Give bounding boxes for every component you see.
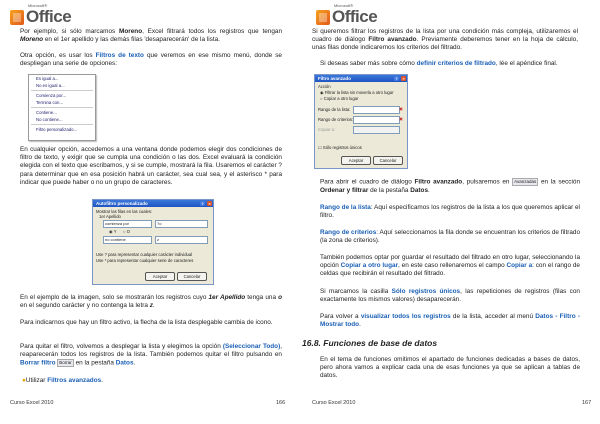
paragraph-6: Para quitar el filtro, volvemos a desplegar la lista y elegimos la opción (Seleccionar Todo), reaparecerán todos los registros de la lista. También podemos quitar el filtro pulsando en Borrar filtro Borrar en la pestaña Datos. [20,343,282,368]
ok-button[interactable]: Aceptar [145,272,175,281]
paragraph-5: Para indicarnos que hay un filtro activo, la flecha de la lista desplegable cambia de icono. [20,319,273,326]
paragraph-6: También podemos optar por guardar el resultado del filtrado en otro lugar, seleccionando la opción Copiar a otro lugar, en este caso rellenaremos el campo Copiar a: con el rango de celdas que recibirán el resultado del filtrado. [320,254,580,278]
lightbulb-icon: ● [22,377,26,384]
logo-office-text: Office [26,7,72,26]
menu-separator [31,107,93,108]
paragraph-7: Si marcamos la casilla Sólo registros únicos, las repeticiones de registros (filas con exactamente los mismos valores) desaparecerán. [320,288,580,304]
radio-filter-in-place[interactable]: ◉ Filtrar la lista sin moverla a otro lugar [320,90,394,95]
dialog-titlebar [315,75,407,82]
paragraph-9: En el tema de funciones omitimos el apartado de funciones dedicadas a bases de datos, pero ahora vamos a explicar cada una de esas funciones ya que se aplican a tablas de datos. [320,356,580,380]
field-name-label: 1er Apellido [99,214,121,219]
show-all-records-link[interactable]: visualizar todos los registros [360,313,451,320]
dialog-title: Filtro avanzado [318,76,352,81]
operator-1-select[interactable]: comienza por [103,220,152,228]
paragraph-1: Si queremos filtrar los registros de la lista por una condición más compleja, utilizaremos el cuadro de diálogo Filtro avanzado. Previamente deberemos tener en la hoja de cálculo, unas filas donde indicaremos los criterios del filtrado. [312,28,578,52]
close-icon[interactable]: × [208,201,211,206]
dialog-titlebar [93,200,213,207]
unique-records-checkbox[interactable]: ☐ Sólo registros únicos [318,145,362,150]
paragraph-1: Por ejemplo, si sólo marcamos Moreno, Excel filtrará todos los registros que tengan Moreno en el 1er apellido y las demás filas 'desaparecerán' de la lista. [20,28,282,44]
page-number: 166 [276,400,286,406]
ok-button[interactable]: Aceptar [341,156,371,165]
hint-asterisk: Use * para representar cualquier serie de caracteres [96,258,194,263]
menu-item-contains[interactable]: Contiene... [36,110,57,115]
menu-separator [31,124,93,125]
office-logo-icon [10,10,24,25]
menu-item-not-contains[interactable]: No contiene... [36,117,63,122]
value-1-input[interactable]: ?o [155,220,208,228]
copy-to-label: Copiar a: [318,127,335,132]
logo-microsoft-text: Microsoft® [334,3,354,8]
radio-copy-to-location[interactable]: ○ Copiar a otro lugar [320,96,359,101]
advanced-filter-tip: ●Utilizar Filtros avanzados. [22,377,103,384]
right-page [300,0,600,424]
office-logo [316,3,377,25]
menu-item-not-equals[interactable]: No es igual a... [36,83,65,88]
criteria-range-label: Rango de criterios: [318,117,354,122]
action-group-label: Acción [318,84,331,89]
list-range-input[interactable] [353,106,400,114]
advanced-filter-icon: Avanzadas [514,179,537,184]
hint-question-mark: Use ? para representar cualquier carácter individual [96,252,193,257]
close-icon[interactable]: × [402,76,405,81]
operator-2-select[interactable]: no contiene [103,236,152,244]
radio-or[interactable]: ○ O [123,229,130,234]
paragraph-5: Rango de criterios: Aquí seleccionamos la fila donde se encuentran los criterios de filtrado (la zona de criterios). [320,229,581,245]
office-logo [10,3,71,25]
advanced-filters-link[interactable]: Filtros avanzados [47,377,102,384]
range-picker-icon[interactable]: ▣ [399,116,403,121]
help-icon[interactable]: ? [395,76,398,81]
text-filter-menu [28,74,96,141]
menu-separator [31,90,93,91]
paragraph-2: Si deseas saber más sobre cómo definir criterios de filtrado, lée el apéndice final. [320,60,558,67]
menu-item-equals[interactable]: Es igual a... [36,76,59,81]
criteria-range-input[interactable] [353,116,400,124]
advanced-filter-dialog [314,74,408,169]
paragraph-8: Para volver a visualizar todos los registros de la lista, acceder al menú Datos - Filtro - Mostrar todo. [320,313,580,329]
help-icon[interactable]: ? [201,201,204,206]
menu-item-ends-with[interactable]: Termina con... [36,100,63,105]
clear-filter-icon: Borrar [59,360,72,366]
copy-to-input[interactable] [353,126,400,134]
cancel-button[interactable]: Cancelar [177,272,207,281]
criteria-link[interactable]: definir criterios de filtrado [416,60,496,67]
footer-course-title: Curso Excel 2010 [312,400,356,406]
paragraph-4: En el ejemplo de la imagen, solo se mostrarán los registros cuyo 1er Apellido tenga una o en el segundo carácter y no contenga la letra z. [20,294,282,310]
paragraph-4: Rango de la lista: Aquí especificamos los registros de la lista a los que queremos aplicar el filtro. [320,204,580,220]
list-range-label: Rango de la lista: [318,107,351,112]
paragraph-2: Otra opción, es usar los Filtros de texto que veremos en ese mismo menú, donde se despliegan una serie de opciones: [20,52,282,68]
office-logo-icon [316,10,330,25]
text-filters-link[interactable]: Filtros de texto [95,52,144,59]
logo-office-text: Office [332,7,378,26]
footer-course-title: Curso Excel 2010 [10,400,54,406]
paragraph-3: Para abrir el cuadro de diálogo Filtro avanzado, pulsaremos en Avanzadas en la sección Ordenar y filtrar de la pestaña Datos. [320,178,581,194]
page-number: 167 [582,400,592,406]
logo-microsoft-text: Microsoft® [28,3,48,8]
section-heading: 16.8. Funciones de base de datos [302,338,438,348]
menu-item-custom-filter[interactable]: Filtro personalizado... [36,127,78,132]
range-picker-icon[interactable]: ▣ [399,106,403,111]
dialog-subtitle: Mostrar las filas en las cuales: [96,209,153,214]
radio-and[interactable]: ◉ Y [109,229,117,234]
value-2-input[interactable]: z [155,236,208,244]
paragraph-3: En cualquier opción, accedemos a una ventana donde podemos elegir dos condiciones de filtro de texto, y exigir que se cumpla una condición o las dos. Excel evaluará la condición elegida con el texto que escribamos, y si se cumple, mostrará la fila. Usaremos el carácter ? para determinar que en esa posición habrá un carácter, sea cual sea, y el asterisco * para indicar que puede haber o no un grupo de caracteres. [20,146,282,186]
dialog-title: Autofiltro personalizado [96,201,148,206]
cancel-button[interactable]: Cancelar [373,156,403,165]
menu-item-begins-with[interactable]: Comienza por... [36,93,67,98]
custom-autofilter-dialog [92,199,214,285]
